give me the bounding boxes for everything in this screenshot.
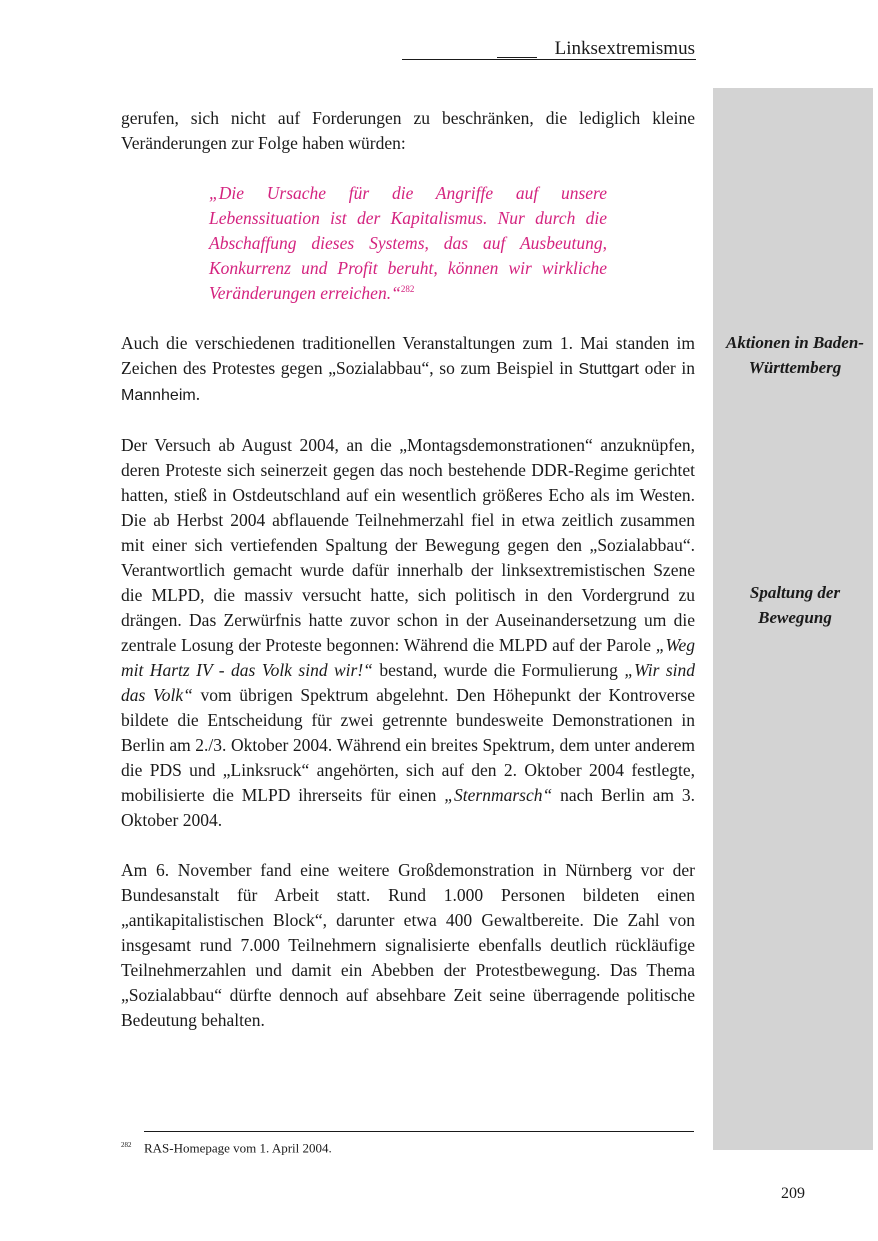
paragraph-3-text-c: vom übrigen Spektrum abgelehnt. Den Höhepunkt der Kontroverse bildete die Entscheidung für zwei getrennte bundesweite Demonstrationen in Berlin am 2./3. Oktober 2004. Während ein breites Spektrum, dem unter anderem die PDS und „Linksruck“ angehörten, sich auf den 2. Oktober 2004 festlegte, mobilisierte die MLPD ihrerseits für einen [121,685,695,805]
paragraph-1: gerufen, sich nicht auf Forderungen zu beschränken, die lediglich kleine Veränderungen zur Folge haben würden: [121,108,695,153]
footnote-reference: 282 [400,284,415,295]
slogan-wir-sind-das-volk: „Wir sind das Volk“ [121,660,695,705]
footnote-rule [144,1131,694,1132]
paragraph-2-text-a: Auch die verschiedenen traditionellen Veranstaltungen zum 1. Mai standen im Zeichen des Protestes gegen „Sozialabbau“, so zum Beispiel in [121,333,695,378]
block-quote [209,181,607,306]
paragraph-3-text-d: nach Berlin am 3. Oktober 2004. [121,785,696,830]
paragraph-3-text-b: bestand, wurde die Formulierung [372,660,625,680]
paragraph-2 [121,331,695,408]
slogan-weg-mit-hartz: „Weg mit Hartz IV - das Volk sind wir!“ [121,635,695,680]
paragraph-3 [121,433,695,833]
margin-note-aktionen: Aktionen in Baden-Württemberg [726,333,864,377]
margin-note-spaltung: Spaltung der Bewegung [749,583,841,627]
place-stuttgart: Stuttgart [578,361,639,378]
place-mannheim: Mannheim [121,387,196,404]
slogan-sternmarsch: „Sternmarsch“ [444,785,553,805]
paragraph-2-text-c: . [195,384,201,404]
paragraph-3-text-a: Der Versuch ab August 2004, an die „Montagsdemonstrationen“ anzuknüpfen, deren Proteste sich seinerzeit gegen das noch bestehende DDR-Regime gerichtet hatten, stieß in Ostdeutschland auf ein wesentlich größeres Echo als im Westen. Die ab Herbst 2004 abflauende Teilnehmerzahl fiel in etwa zeitlich zusammen mit einer sich vertiefenden Spaltung der Bewegung gegen den „Sozialabbau“. Verantwortlich gemacht wurde dafür innerhalb der linksextremistischen Szene die MLPD, die massiv versucht hatte, sich politisch in den Vordergrund zu drängen. Das Zerwürfnis hatte zuvor schon in der Auseinandersetzung um die zentrale Losung der Proteste begonnen: Während die MLPD auf der Parole [121,435,695,655]
header-rule [402,59,696,60]
header-rule-accent [497,57,537,58]
paragraph-4: Am 6. November fand eine weitere Großdemonstration in Nürnberg vor der Bundesanstalt für Arbeit statt. Rund 1.000 Personen bildeten einen „antikapitalistischen Block“, darunter etwa 400 Gewaltbereite. Die Zahl von insgesamt rund 7.000 Teilnehmern signalisierte ebenfalls deutlich rückläufige Teilnehmerzahlen und damit ein Abebben der Protestbewegung. Das Thema „Sozialabbau“ dürfte dennoch auf absehbare Zeit seine überragende politische Bedeutung behalten. [121,860,695,1030]
main-text [121,106,695,1058]
paragraph-2-text-b: oder in [639,358,695,378]
quote-text: „Die Ursache für die Angriffe auf unsere Lebenssituation ist der Kapitalismus. Nur durch die Abschaffung dieses Systems, das auf Ausbeutung, Konkurrenz und Profit beruht, können wir wirkliche Veränderungen erreichen.“ [209,183,607,303]
running-header-title: Linksextremismus [554,38,695,59]
footnote [121,1136,691,1157]
page-number: 209 [781,1185,805,1202]
footnote-text: RAS-Homepage vom 1. April 2004. [144,1140,332,1156]
footnote-number: 282 [121,1141,132,1149]
